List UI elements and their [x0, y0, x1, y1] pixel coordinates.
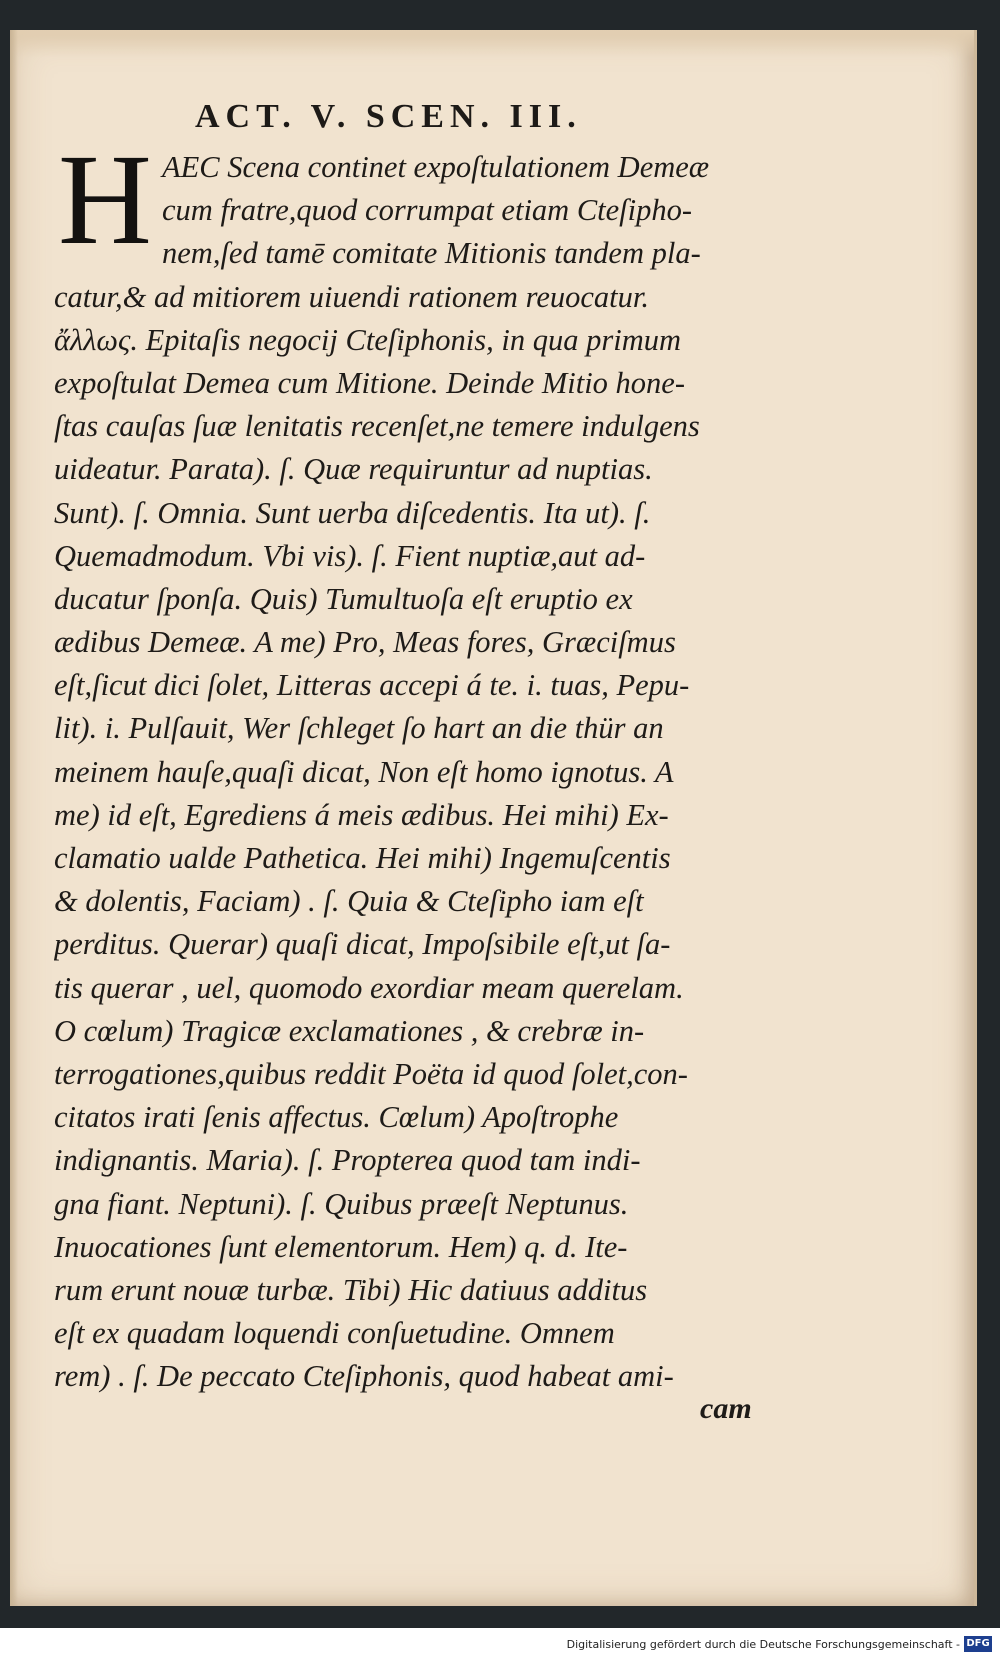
text-line: nem,ſed tamē comitate Mitionis tandem pla-: [162, 236, 701, 271]
text-line: cum fratre,quod corrumpat etiam Cteſipho-: [162, 193, 693, 228]
text-line: ædibus Demeæ. A me) Pro, Meas fores, Græciſmus: [54, 625, 676, 660]
text-line: Inuocationes ſunt elementorum. Hem) q. d. Ite-: [54, 1229, 628, 1264]
commentary-text: [54, 146, 766, 1398]
text-line: me) id eſt, Egrediens á meis ædibus. Hei mihi) Ex-: [54, 797, 669, 832]
text-line: AEC Scena continet expoſtulationem Demeæ: [162, 150, 710, 184]
page-left-edge: [10, 30, 18, 1606]
text-line: rum erunt nouæ turbæ. Tibi) Hic datiuus additus: [54, 1272, 648, 1307]
text-line: expoſtulat Demea cum Mitione. Deinde Mitio hone-: [54, 365, 685, 400]
text-line: terrogationes,quibus reddit Poëta id quod ſolet,con-: [54, 1056, 688, 1091]
text-line: ἄλλως. Epitaſis negocij Cteſiphonis, in qua primum: [54, 322, 682, 357]
text-line: indignantis. Maria). ſ. Propterea quod tam indi-: [54, 1143, 641, 1178]
catchword: cam: [700, 1392, 752, 1425]
text-line: meinem hauſe,quaſi dicat, Non eſt homo ignotus. A: [54, 754, 674, 789]
text-line: ſtas cauſas ſuæ lenitatis recenſet,ne temere indulgens: [54, 409, 700, 444]
page-heading: ACT. V. SCEN. III.: [195, 98, 582, 135]
text-line: perditus. Querar) quaſi dicat, Impoſsibile eſt,ut ſa-: [54, 927, 671, 962]
text-line: eſt,ſicut dici ſolet, Litteras accepi á te. i. tuas, Pepu-: [54, 668, 690, 703]
dfg-logo-icon: DFG: [964, 1636, 992, 1652]
text-line: rem) . ſ. De peccato Cteſiphonis, quod habeat ami-: [54, 1359, 674, 1394]
text-line: clamatio ualde Pathetica. Hei mihi) Ingemuſcentis: [54, 841, 671, 875]
footer-bar: [0, 1628, 1000, 1664]
text-line: O cœlum) Tragicæ exclamationes , & crebræ in-: [54, 1013, 645, 1048]
text-line: uideatur. Parata). ſ. Quæ requiruntur ad nuptias.: [54, 452, 653, 487]
page-top-stain: [10, 30, 974, 58]
text-line: Sunt). ſ. Omnia. Sunt uerba diſcedentis. Ita ut). ſ.: [54, 495, 651, 530]
text-line: tis querar , uel, quomodo exordiar meam querelam.: [54, 970, 684, 1005]
text-line: gna fiant. Neptuni). ſ. Quibus præeſt Neptunus.: [54, 1186, 629, 1221]
drop-cap: H: [58, 128, 152, 272]
text-line: Quemadmodum. Vbi vis). ſ. Fient nuptiæ,aut ad-: [54, 538, 646, 573]
text-line: lit). i. Pulſauit, Wer ſchleget ſo hart an die thür an: [54, 711, 664, 746]
text-line: catur,& ad mitiorem uiuendi rationem reuocatur.: [54, 279, 649, 314]
text-line: citatos irati ſenis affectus. Cœlum) Apoſtrophe: [54, 1100, 619, 1135]
footer-credit: Digitalisierung gefördert durch die Deutsche Forschungsgemeinschaft -: [566, 1638, 960, 1651]
text-line: & dolentis, Faciam) . ſ. Quia & Cteſipho iam eſt: [54, 884, 644, 919]
text-line: eſt ex quadam loquendi conſuetudine. Omnem: [54, 1316, 615, 1351]
text-line: ducatur ſponſa. Quis) Tumultuoſa eſt eruptio ex: [54, 581, 633, 616]
